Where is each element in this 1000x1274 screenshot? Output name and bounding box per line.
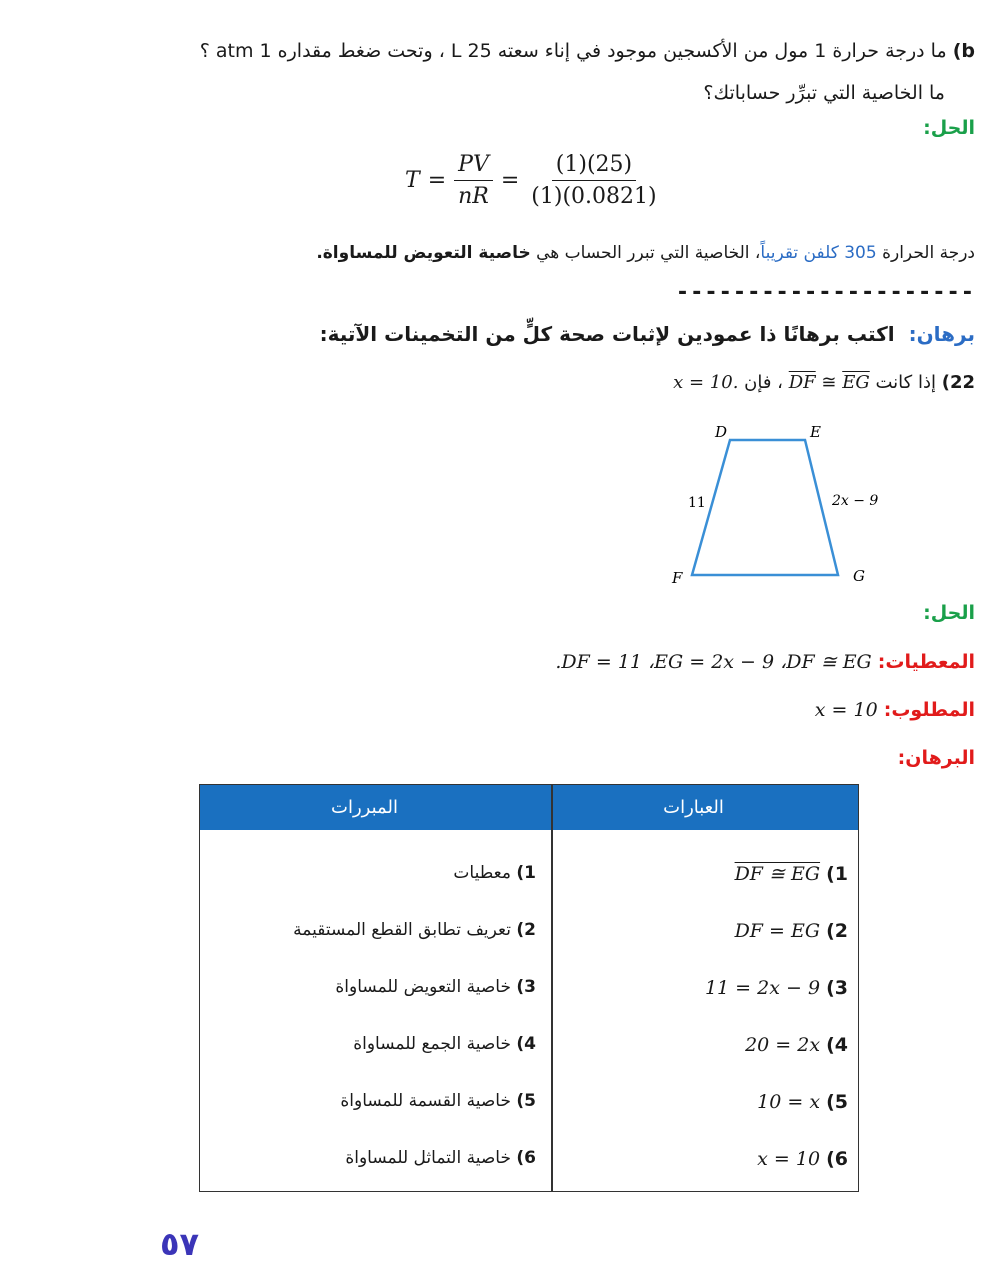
solution-label: الحل: xyxy=(923,117,975,139)
givens xyxy=(555,651,975,673)
table-row xyxy=(200,1140,858,1180)
question-22 xyxy=(673,372,975,393)
table-header xyxy=(200,785,858,830)
statement-text: 10 = x xyxy=(757,1091,821,1113)
reason-text: خاصية الجمع للمساواة xyxy=(353,1034,511,1054)
equals-sign: = xyxy=(500,168,520,193)
temperature-formula xyxy=(405,152,661,209)
table-row xyxy=(200,969,858,1009)
fraction-denominator: (1)(0.0821) xyxy=(531,184,657,209)
fraction-denominator: nR xyxy=(458,184,489,209)
answer-property: خاصية التعويض للمساواة. xyxy=(316,243,531,263)
answer-value: 305 كلفن تقريباً xyxy=(760,243,877,263)
question-conclusion: x = 10. xyxy=(673,372,739,393)
fraction-pv-nr xyxy=(454,152,493,209)
equals-sign: = xyxy=(427,168,447,193)
question-b-line1 xyxy=(135,30,975,72)
statement-cell xyxy=(735,920,848,942)
givens-label: المعطيات: xyxy=(877,651,975,673)
side-df-label: 11 xyxy=(688,495,706,511)
row-number: (2 xyxy=(826,920,848,942)
answer-text xyxy=(316,243,975,263)
row-number: 5) xyxy=(516,1091,536,1111)
question-b-marker: b) xyxy=(952,40,975,62)
trapezoid-figure xyxy=(660,415,900,595)
statement-cell xyxy=(745,1034,848,1056)
reason-text: خاصية التعويض للمساواة xyxy=(335,977,511,997)
solution-label-2: الحل: xyxy=(923,602,975,624)
vertex-g-label: G xyxy=(853,567,865,585)
segment-df: $\overline{DF}$ xyxy=(788,372,816,393)
table-row xyxy=(200,912,858,952)
fraction-numerator: PV xyxy=(454,152,493,181)
question-b-text: ما درجة حرارة 1 مول من الأكسجين موجود في إناء سعته 25 L ، وتحت ضغط مقداره 1 atm ؟ xyxy=(199,40,947,62)
answer-part1: درجة الحرارة xyxy=(882,243,975,263)
question-b xyxy=(135,30,975,114)
row-number: 4) xyxy=(516,1034,536,1054)
statement-cell xyxy=(757,1091,848,1113)
required xyxy=(815,699,975,721)
statement-text: 11 = 2x − 9 xyxy=(704,977,821,999)
statement-cell xyxy=(705,977,848,999)
statement-cell xyxy=(735,863,848,885)
header-reasons: المبررات xyxy=(331,797,398,818)
proof-heading xyxy=(320,322,975,346)
reason-cell xyxy=(293,920,536,940)
row-number: 6) xyxy=(516,1148,536,1168)
proof-label-text: برهان xyxy=(916,322,975,346)
reason-text: خاصية التماثل للمساواة xyxy=(345,1148,511,1168)
question-prefix: إذا كانت xyxy=(875,372,936,393)
proof-instructions: اكتب برهانًا ذا عمودين لإثبات صحة كلٍّ من التخمينات الآتية: xyxy=(319,322,895,346)
row-number: (4 xyxy=(826,1034,848,1056)
reason-cell xyxy=(335,977,536,997)
fraction-numerator: (1)(25) xyxy=(552,152,636,181)
question-b-line2: ما الخاصية التي تبرِّر حساباتك؟ xyxy=(703,82,945,104)
proof-label: برهان: xyxy=(908,322,975,346)
side-eg-label: 2x − 9 xyxy=(832,493,879,509)
reason-text: تعريف تطابق القطع المستقيمة xyxy=(293,920,511,940)
vertex-d-label: D xyxy=(715,423,728,441)
segment-eg: $\overline{EG}$ xyxy=(842,372,870,393)
reason-cell xyxy=(353,1034,536,1054)
required-label: المطلوب: xyxy=(883,699,975,721)
reason-text: خاصية القسمة للمساواة xyxy=(340,1091,511,1111)
header-statements: العبارات xyxy=(663,797,724,818)
reason-text: معطيات xyxy=(453,863,511,883)
statement-text: DF ≅ EG xyxy=(734,863,821,885)
row-number: (5 xyxy=(826,1091,848,1113)
dashed-separator: --------------------- xyxy=(675,280,975,305)
two-column-proof-table xyxy=(199,784,859,1192)
question-number: 22) xyxy=(941,372,975,393)
table-row xyxy=(200,855,858,895)
proof-title: البرهان: xyxy=(897,747,975,769)
row-number: (3 xyxy=(826,977,848,999)
vertex-e-label: E xyxy=(810,423,821,441)
row-number: (1 xyxy=(826,863,848,885)
fraction-values xyxy=(527,152,660,209)
required-text: x = 10 xyxy=(814,699,878,721)
page-number: ٥٧ xyxy=(160,1225,200,1263)
reason-cell xyxy=(340,1091,536,1111)
table-row xyxy=(200,1026,858,1066)
row-number: 2) xyxy=(516,920,536,940)
vertex-f-label: F xyxy=(672,569,683,587)
table-row xyxy=(200,1083,858,1123)
statement-text: x = 10 xyxy=(757,1148,821,1170)
reason-cell xyxy=(345,1148,536,1168)
givens-text: .DF = 11 ،EG = 2x − 9 ،DF ≅ EG xyxy=(555,651,872,673)
row-number: (6 xyxy=(826,1148,848,1170)
formula-lhs: T xyxy=(405,168,420,193)
row-number: 3) xyxy=(516,977,536,997)
question-suffix: ، فإن xyxy=(744,372,783,393)
statement-text: 20 = 2x xyxy=(745,1034,821,1056)
statement-cell xyxy=(757,1148,848,1170)
row-number: 1) xyxy=(516,863,536,883)
congruence-statement: $\overline{DF}$ ≅ $\overline{EG}$ xyxy=(788,372,870,393)
statement-text: DF = EG xyxy=(734,920,821,942)
reason-cell xyxy=(453,863,536,883)
trapezoid-shape xyxy=(692,440,838,575)
answer-part2: ، الخاصية التي تبرر الحساب هي xyxy=(536,243,761,263)
